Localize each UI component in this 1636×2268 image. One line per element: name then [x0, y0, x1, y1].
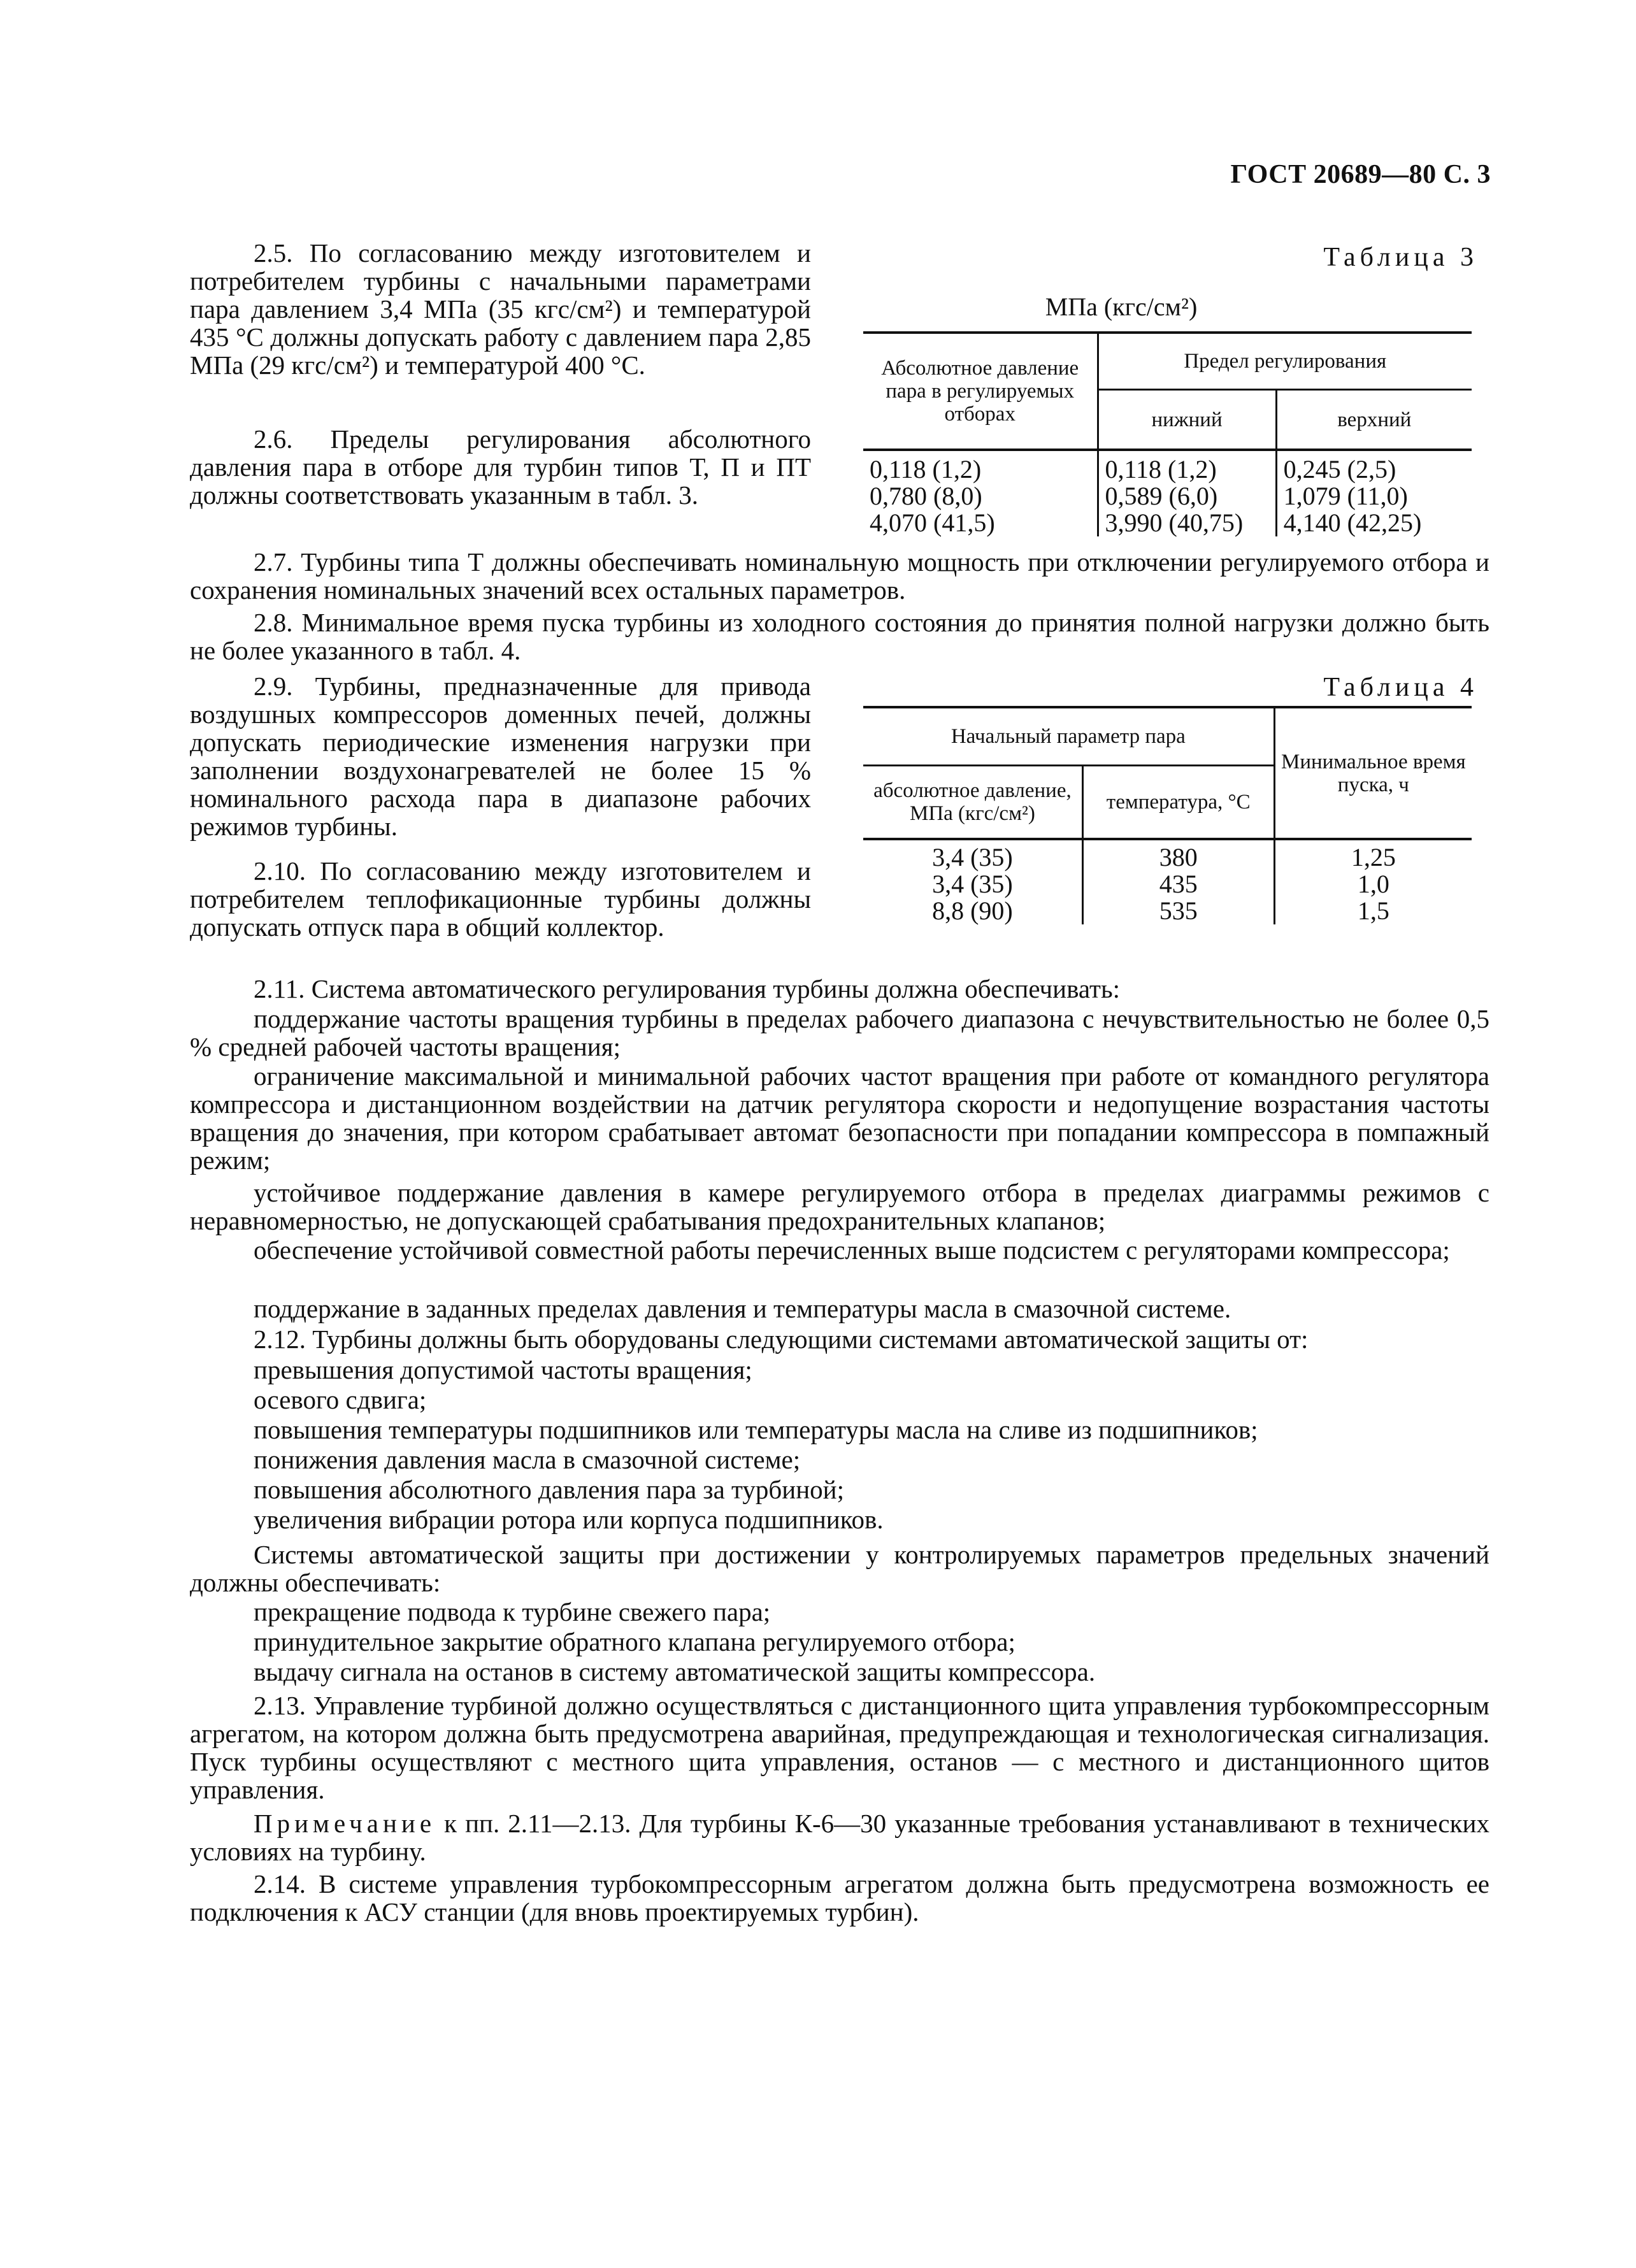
table-cell: 380 [1159, 843, 1198, 872]
table-3-col-upper-values [1276, 450, 1472, 536]
list-item: превышения допустимой частоты вращения; [254, 1355, 752, 1384]
table-3-col-pressure-header: Абсолютное давление пара в регулируемых отборах [863, 333, 1098, 450]
paragraph-2-9: 2.9. Турбины, предназначенные для привода воздушных компрессоров доменных печей, должны допускать периодические изменения нагрузки при заполнении воздухонагревателей не более 15 % номинального расхода пара в диапазоне рабочих режимов турбины. [190, 671, 811, 841]
table-4 [863, 706, 1472, 924]
table-3-unit: МПа (кгс/см²) [1045, 292, 1198, 321]
table-3-group-header: Предел регулирования [1098, 333, 1472, 390]
table-cell: 8,8 (90) [932, 896, 1013, 925]
table-cell: 3,4 (35) [932, 870, 1013, 898]
table-3-col-lower-values [1098, 450, 1276, 536]
paragraph-2-7: 2.7. Турбины типа Т должны обеспечивать номинальную мощность при отключении регулируемого отбора и сохранения номинальных значений всех остальных параметров. [190, 547, 1489, 605]
table-3-col-pressure-values [863, 450, 1098, 536]
paragraph-2-11-a: поддержание частоты вращения турбины в пределах рабочего диапазона с нечувствительностью не более 0,5 % средней рабочей частоты вращения; [190, 1004, 1489, 1061]
note-label: Примечание [254, 1809, 436, 1838]
table-cell: 0,245 (2,5) [1283, 455, 1396, 484]
paragraph-2-11-e: поддержание в заданных пределах давления и температуры масла в смазочной системе. [254, 1294, 1231, 1323]
paragraph-2-6: 2.6. Пределы регулирования абсолютного давления пара в отборе для турбин типов Т, П и ПТ должны соответствовать указанным в табл. 3. [190, 424, 811, 510]
list-item: повышения температуры подшипников или температуры масла на сливе из подшипников; [254, 1415, 1258, 1444]
table-cell: 0,780 (8,0) [870, 482, 982, 510]
table-4-col-pressure-header: абсолютное давление, МПа (кгс/см²) [863, 766, 1082, 840]
list-item: повышения абсолютного давления пара за турбиной; [254, 1475, 844, 1504]
table-cell: 1,5 [1357, 896, 1389, 925]
table-cell: 3,4 (35) [932, 843, 1013, 872]
table-3 [863, 331, 1472, 536]
paragraph-2-14: 2.14. В системе управления турбокомпрессорным агрегатом должна быть предусмотрена возможность ее подключения к АСУ станции (для вновь проектируемых турбин). [190, 1869, 1489, 1927]
table-cell: 535 [1159, 896, 1198, 925]
paragraph-2-11-d: обеспечение устойчивой совместной работы перечисленных выше подсистем с регуляторами компрессора; [254, 1235, 1450, 1265]
paragraph-2-5: 2.5. По согласованию между изготовителем и потребителем турбины с начальными параметрами пара давлением 3,4 МПа (35 кгс/см²) и температурой 435 °С должны допускать работу с давлением пара 2,85 МПа (29 кгс/см²) и температурой 400 °С. [190, 238, 811, 380]
table-3-col-upper-header: верхний [1276, 390, 1472, 450]
paragraph-2-8: 2.8. Минимальное время пуска турбины из холодного состояния до принятия полной нагрузки должно быть не более указанного в табл. 4. [190, 608, 1489, 665]
list-item: прекращение подвода к турбине свежего пара; [254, 1597, 771, 1626]
table-cell: 0,589 (6,0) [1105, 482, 1218, 510]
list-item: выдачу сигнала на останов в систему автоматической защиты компрессора. [254, 1657, 1096, 1686]
paragraph-2-11-c: устойчивое поддержание давления в камере регулируемого отбора в пределах диаграммы режимов с неравномерностью, не допускающей срабатывания предохранительных клапанов; [190, 1178, 1489, 1235]
paragraph-2-11: 2.11. Система автоматического регулирования турбины должна обеспечивать: [254, 974, 1121, 1003]
list-item: принудительное закрытие обратного клапана регулируемого отбора; [254, 1627, 1015, 1656]
table-cell: 1,079 (11,0) [1283, 482, 1408, 510]
table-cell: 435 [1159, 870, 1198, 898]
table-4-col-time-values [1274, 839, 1472, 924]
paragraph-2-11-b: ограничение максимальной и минимальной рабочих частот вращения при работе от командного регулятора компрессора и дистанционном воздействии на датчик регулятора скорости и недопущение возрастания частоты вращения до значения, при котором срабатывает автомат безопасности при попадании компрессора в помпажный режим; [190, 1061, 1489, 1175]
paragraph-2-12: 2.12. Турбины должны быть оборудованы следующими системами автоматической защиты от: [254, 1324, 1309, 1354]
note-text: к пп. 2.11—2.13. Для турбины К-6—30 указанные требования устанавливают в технических условиях на турбину. [190, 1809, 1489, 1866]
table-4-caption: Таблица 4 [1323, 673, 1478, 702]
list-item: понижения давления масла в смазочной системе; [254, 1445, 801, 1474]
table-4-col-temp-values [1082, 839, 1274, 924]
note [190, 1809, 1489, 1865]
table-cell: 0,118 (1,2) [870, 455, 982, 484]
table-cell: 1,25 [1351, 843, 1396, 872]
table-cell: 4,070 (41,5) [870, 508, 995, 537]
paragraph-2-13: 2.13. Управление турбиной должно осуществляться с дистанционного щита управления турбокомпрессорным агрегатом, на котором должна быть предусмотрена аварийная, предупреждающая и технологическая сигнализация. Пуск турбины осуществляют с местного щита управления, останов — с местного и дистанционного щитов управления. [190, 1691, 1489, 1804]
page-header: ГОСТ 20689—80 С. 3 [1230, 160, 1491, 189]
paragraph-2-10: 2.10. По согласованию между изготовителем и потребителем теплофикационные турбины должны допускать отпуск пара в общий коллектор. [190, 856, 811, 942]
table-4-col-temp-header: температура, °С [1082, 766, 1274, 840]
table-4-col-time-header: Минимальное время пуска, ч [1274, 707, 1472, 839]
paragraph-2-12-b: Системы автоматической защиты при достижении у контролируемых параметров предельных значений должны обеспечивать: [190, 1540, 1489, 1597]
list-item: увеличения вибрации ротора или корпуса подшипников. [254, 1505, 884, 1534]
table-cell: 0,118 (1,2) [1105, 455, 1217, 484]
table-cell: 4,140 (42,25) [1283, 508, 1422, 537]
list-item: осевого сдвига; [254, 1385, 427, 1414]
table-4-col-pressure-values [863, 839, 1082, 924]
table-cell: 1,0 [1357, 870, 1389, 898]
table-3-col-lower-header: нижний [1098, 390, 1276, 450]
table-4-group-header: Начальный параметр пара [863, 707, 1274, 766]
table-3-caption: Таблица 3 [1323, 243, 1478, 272]
table-cell: 3,990 (40,75) [1105, 508, 1244, 537]
